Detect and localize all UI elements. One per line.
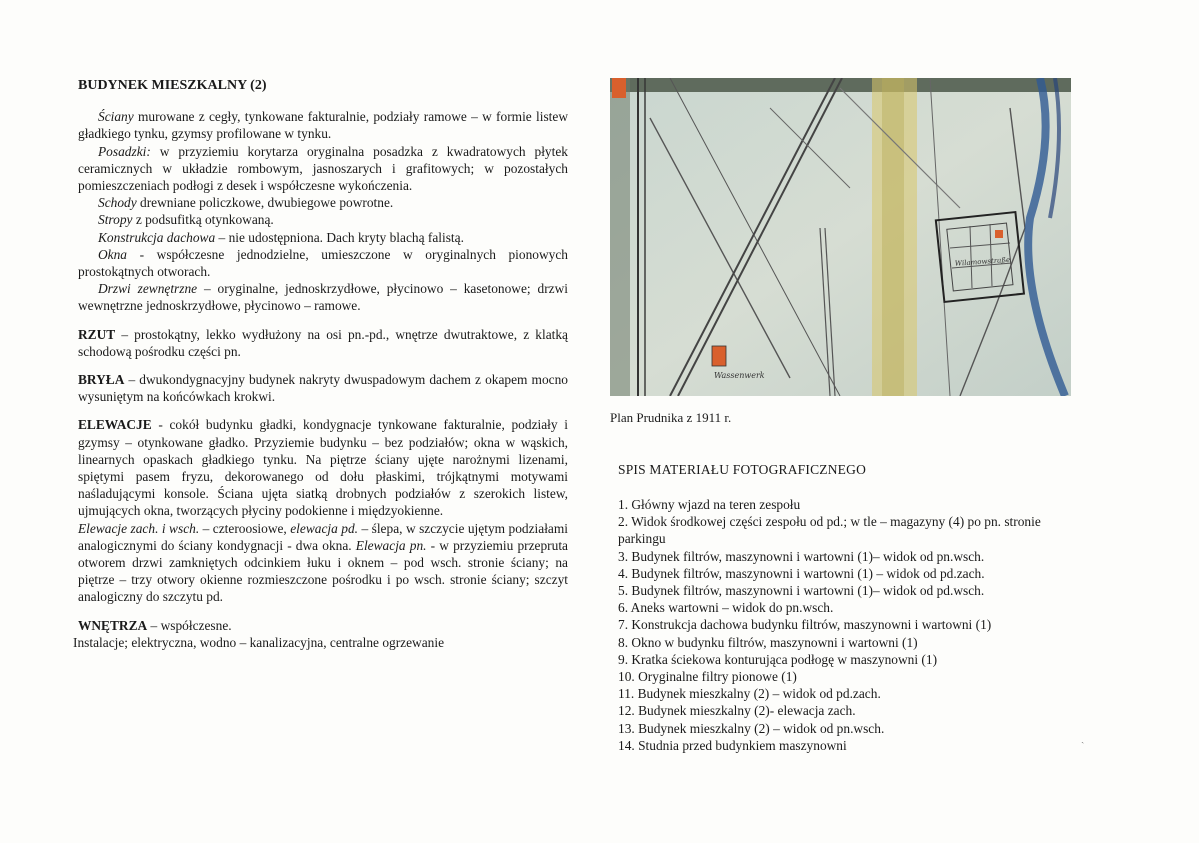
facades-label: ELEWACJE bbox=[78, 417, 152, 433]
list-item: 3. Budynek filtrów, maszynowni i wartowni (1)– widok od pn.wsch. bbox=[618, 548, 985, 564]
historic-map-image bbox=[610, 78, 1071, 396]
plan-paragraph bbox=[78, 326, 568, 360]
massing-label: BRYŁA bbox=[78, 372, 125, 388]
doors-paragraph bbox=[78, 280, 568, 314]
interiors-paragraph bbox=[78, 617, 568, 634]
map-label-wassenwerk: Wassenwerk bbox=[714, 371, 765, 380]
list-item: 11. Budynek mieszkalny (2) – widok od pd.zach. bbox=[618, 686, 881, 702]
floors-label: Posadzki: bbox=[98, 143, 151, 159]
walls-text: murowane z cegły, tynkowane fakturalnie, podziały ramowe – w formie listew gładkiego tynku, gzymsy profilowane w tynku. bbox=[78, 109, 568, 142]
doors-text: – oryginalne, jednoskrzydłowe, płycinowo – kasetonowe; drzwi wewnętrzne jednoskrzydłowe, płycinowo – ramowe. bbox=[78, 281, 568, 314]
windows-text: - współczesne jednodzielne, umieszczone w oryginalnych pionowych prostokątnych otworach. bbox=[78, 246, 568, 280]
facades-detail-paragraph bbox=[78, 520, 568, 606]
installations-line: Instalacje; elektryczna, wodno – kanalizacyjna, centralne ogrzewanie bbox=[73, 634, 445, 650]
facades-text: - cokół budynku gładki, kondygnacje tynkowane fakturalnie, podziały i gzymsy – otynkowane gładko. Przyziemie budynku – bez podziałów; okna w wąskich, linearnych opaskach gładkiego tynku. Na piętrze ściany ujęte narożnymi lizenami, spiętymi pasem fryzu, dekorowanego od dołu płaskimi, trójkątnymi motywami naśladującymi konsole. Ściana ujęta siatką drobnych podziałów z szerokich listew, ujmujących okna, tworzących płyciny podokienne i międzyokienne. bbox=[78, 417, 568, 519]
list-item: 7. Konstrukcja dachowa budynku filtrów, maszynowni i wartowni (1) bbox=[618, 617, 992, 633]
ceilings-text: z podsufitką otynkowaną. bbox=[132, 212, 274, 228]
list-item: 12. Budynek mieszkalny (2)- elewacja zach. bbox=[618, 703, 856, 719]
stairs-paragraph bbox=[78, 194, 568, 211]
roof-text: – nie udostępniona. Dach kryty blachą falistą. bbox=[215, 229, 464, 245]
doors-label: Drzwi zewnętrzne bbox=[98, 281, 198, 297]
facade-north-text: - w przyziemiu przepruta otworem drzwi zamkniętych odcinkiem łuku i oknem – pod wsch. stronie ściany; na piętrze – trzy otwory okienne rozmieszczone pośrodku i po wsch. stronie ściany; szczyt analogiczny do szczytu pd. bbox=[78, 537, 568, 605]
photo-section-title: SPIS MATERIAŁU FOTOGRAFICZNEGO bbox=[618, 462, 867, 477]
floors-text: w przyziemiu korytarza oryginalna posadzka z kwadratowych płytek ceramicznych w układzie rombowym, jasnoszarych i grafitowych; w pozostałych pomieszczeniach podłogi z desek i współczesne wykończenia. bbox=[78, 143, 568, 194]
facade-west-east-text: – czteroosiowe, bbox=[199, 520, 291, 536]
plan-text: – prostokątny, lekko wydłużony na osi pn.-pd., wnętrze dwutraktowe, z klatką schodową pośrodku części pn. bbox=[78, 326, 568, 359]
map-label-wilamowstrasse: Wilamowstraße bbox=[954, 255, 1011, 268]
facades-paragraph bbox=[78, 416, 568, 519]
scan-speck: ˏ bbox=[1081, 733, 1085, 744]
stairs-text: drewniane policzkowe, dwubiegowe powrotne. bbox=[136, 195, 394, 211]
list-item: 9. Kratka ściekowa konturująca podłogę w maszynowni (1) bbox=[618, 651, 938, 667]
massing-text: – dwukondygnacyjny budynek nakryty dwuspadowym dachem z okapem mocno wysuniętym na końcówkach krokwi. bbox=[78, 372, 568, 405]
windows-paragraph bbox=[78, 246, 568, 280]
plan-label: RZUT bbox=[78, 326, 116, 342]
walls-paragraph bbox=[78, 108, 568, 142]
massing-paragraph bbox=[78, 371, 568, 405]
document-heading: BUDYNEK MIESZKALNY (2) bbox=[78, 78, 267, 93]
stairs-label: Schody bbox=[98, 195, 137, 211]
facade-west-east-label: Elewacje zach. i wsch. bbox=[78, 520, 200, 536]
facade-north-label: Elewacja pn. bbox=[355, 537, 427, 553]
list-item: 14. Studnia przed budynkiem maszynowni bbox=[618, 737, 847, 753]
interiors-label: WNĘTRZA bbox=[78, 617, 148, 633]
list-item: 2. Widok środkowej części zespołu od pd.; w tle – magazyny (4) po pn. stronie parkingu bbox=[618, 514, 1041, 547]
floors-paragraph bbox=[78, 143, 568, 195]
walls-label: Ściany bbox=[98, 109, 134, 125]
photo-list bbox=[618, 496, 1088, 754]
facade-south-label: elewacja pd. bbox=[290, 520, 359, 536]
list-item: 13. Budynek mieszkalny (2) – widok od pn.wsch. bbox=[618, 720, 885, 736]
windows-label: Okna bbox=[98, 246, 128, 262]
ceilings-paragraph bbox=[78, 211, 568, 228]
map-caption: Plan Prudnika z 1911 r. bbox=[610, 410, 732, 425]
facade-south-text: – ślepa, w szczycie ujętym podziałami analogicznymi do ściany kondygnacji - dwa okna. bbox=[78, 520, 568, 553]
list-item: 10. Oryginalne filtry pionowe (1) bbox=[618, 669, 797, 685]
roof-label: Konstrukcja dachowa bbox=[98, 229, 216, 245]
list-item: 8. Okno w budynku filtrów, maszynowni i wartowni (1) bbox=[618, 634, 918, 650]
list-item: 6. Aneks wartowni – widok do pn.wsch. bbox=[618, 600, 834, 616]
description-column bbox=[73, 77, 568, 651]
roof-paragraph bbox=[78, 229, 568, 246]
ceilings-label: Stropy bbox=[98, 212, 133, 228]
list-item: 4. Budynek filtrów, maszynowni i wartowni (1) – widok od pd.zach. bbox=[618, 565, 985, 581]
interiors-text: – współczesne. bbox=[147, 617, 232, 633]
list-item: 1. Główny wjazd na teren zespołu bbox=[618, 497, 801, 512]
list-item: 5. Budynek filtrów, maszynowni i wartowni (1)– widok od pd.wsch. bbox=[618, 583, 985, 599]
